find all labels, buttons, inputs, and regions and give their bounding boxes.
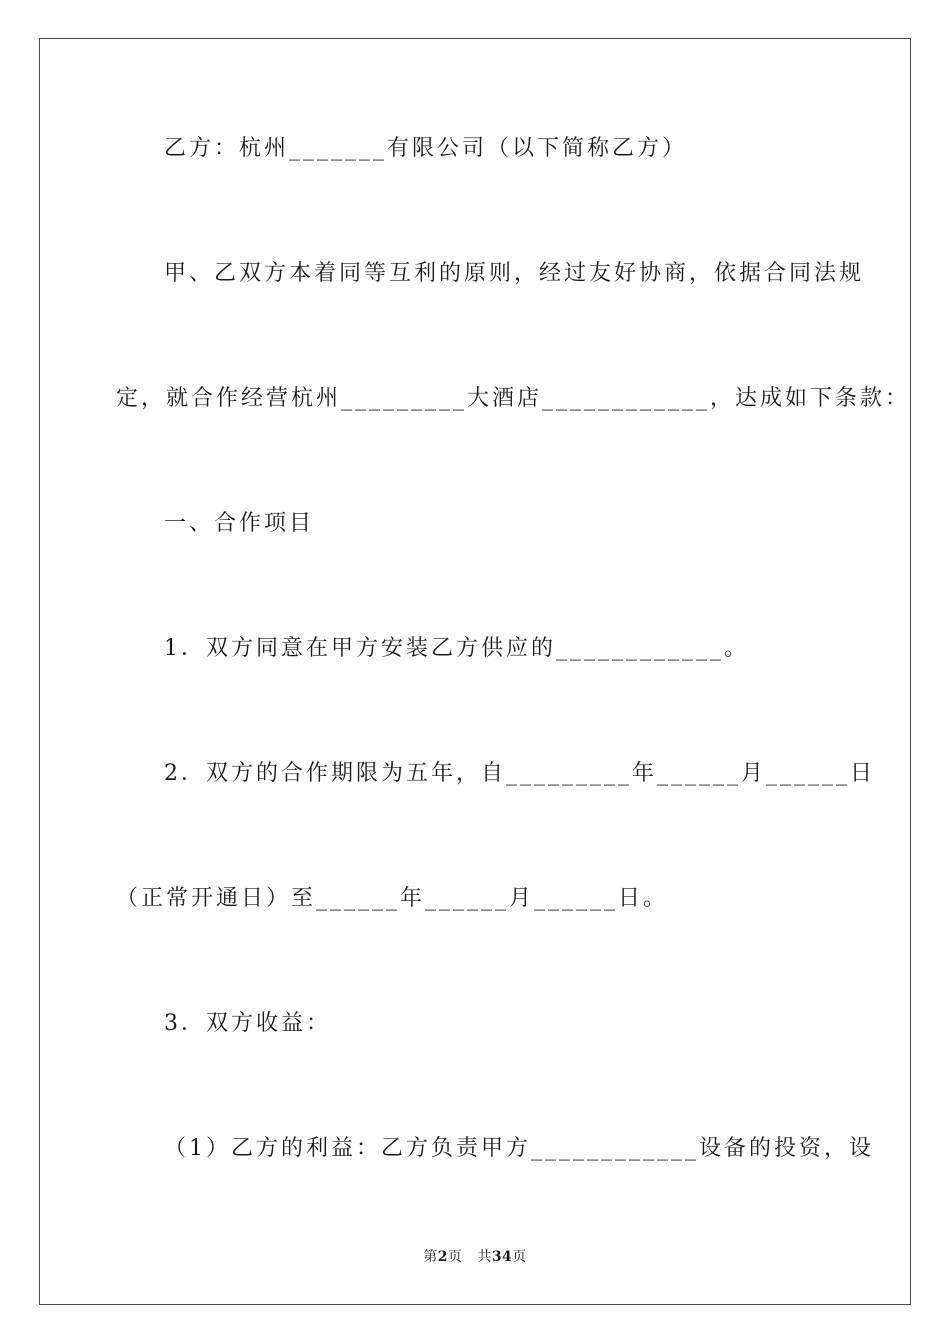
page-suffix: 页 (447, 1249, 463, 1265)
page-total: 34 (491, 1249, 513, 1265)
page-current: 2 (437, 1249, 448, 1265)
party-b-line: 乙方：杭州_______有限公司（以下简称乙方） (164, 136, 688, 161)
section-heading-cooperation: 一、合作项目 (164, 511, 315, 536)
total-suffix: 页 (512, 1249, 527, 1265)
preamble-line-2: 定，就合作经营杭州_________大酒店____________，达成如下条款： (116, 386, 911, 411)
page-footer (0, 1246, 950, 1266)
clause-2-line-1: 2．双方的合作期限为五年，自_________年______月______日 (164, 761, 875, 786)
clause-2-line-2: （正常开通日）至______年______月______日。 (116, 886, 669, 911)
clause-1: 1．双方同意在甲方安装乙方供应的____________。 (164, 636, 749, 661)
preamble-line-1: 甲、乙双方本着同等互利的原则，经过友好协商，依据合同法规 (164, 261, 865, 286)
clause-3: 3．双方收益： (164, 1011, 331, 1036)
page-prefix: 第 (423, 1249, 438, 1265)
clause-3-1: （1）乙方的利益：乙方负责甲方____________设备的投资，设 (164, 1136, 874, 1161)
total-prefix: 共 (477, 1249, 492, 1265)
page-border (39, 38, 911, 1305)
